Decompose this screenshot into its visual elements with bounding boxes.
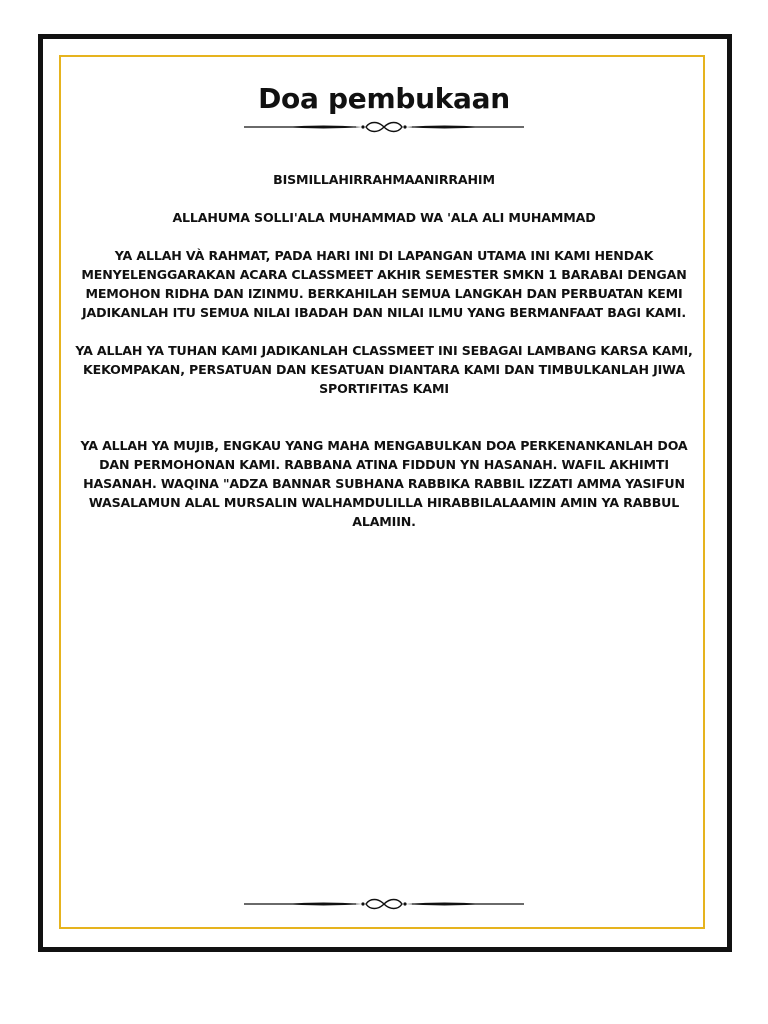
paragraph-closing-prayer: YA ALLAH YA MUJIB, ENGKAU YANG MAHA MENGABULKAN DOA PERKENANKANLAH DOA DAN PERMOHONAN KAMI. RABBANA ATINA FIDDUN YN HASANAH. WAFIL AKHIMTI HASANAH. WAQINA "ADZA BANNAR SUBHANA RABBIKA RABBIL IZZATI AMMA YASIFUN WASALAMUN ALAL MURSALIN WALHAMDULILLA HIRABBILALAAMIN AMIN YA RABBUL ALAMIIN.	[80, 438, 688, 529]
paragraph-salawat: ALLAHUMA SOLLI'ALA MUHAMMAD WA 'ALA ALI MUHAMMAD	[172, 210, 596, 225]
flourish-divider-icon	[244, 120, 524, 134]
paragraph-opening-request: YA ALLAH VÀ RAHMAT, PADA HARI INI DI LAPANGAN UTAMA INI KAMI HENDAK MENYELENGGARAKAN ACARA CLASSMEET AKHIR SEMESTER SMKN 1 BARABAI DENGAN MEMOHON RIDHA DAN IZINMU. BERKAHILAH SEMUA LANGKAH DAN PERBUATAN KEMI JADIKANLAH ITU SEMUA NILAI IBADAH DAN NILAI ILMU YANG BERMANFAAT BAGI KAMI.	[81, 248, 687, 320]
flourish-divider-icon	[244, 897, 524, 911]
paragraph-bismillah: BISMILLAHIRRAHMAANIRRAHIM	[273, 172, 495, 187]
paragraph-classmeet-hope: YA ALLAH YA TUHAN KAMI JADIKANLAH CLASSMEET INI SEBAGAI LAMBANG KARSA KAMI, KEKOMPAKAN, PERSATUAN DAN KESATUAN DIANTARA KAMI DAN TIMBULKANLAH JIWA SPORTIFITAS KAMI	[75, 343, 693, 396]
page-title: Doa pembukaan	[258, 82, 510, 115]
prayer-body	[75, 170, 693, 531]
